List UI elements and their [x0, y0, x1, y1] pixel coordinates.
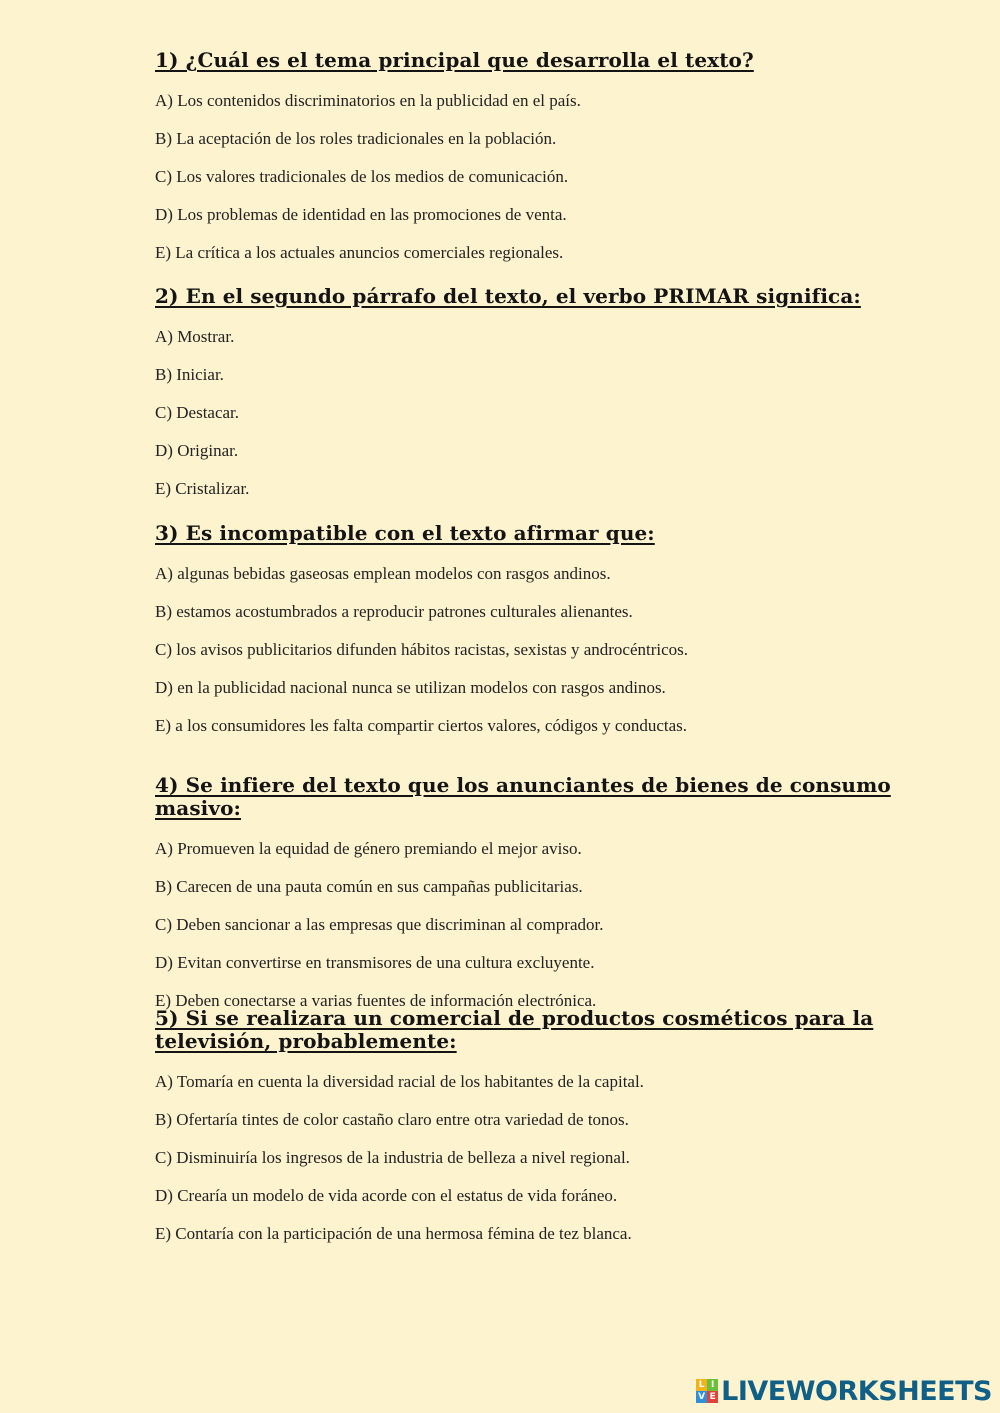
question-2-option-a[interactable]: A) Mostrar.: [155, 327, 235, 346]
question-5-options: [155, 1063, 925, 1253]
question-4-option-b[interactable]: B) Carecen de una pauta común en sus campañas publicitarias.: [155, 877, 583, 896]
logo-icon-letter-e: E: [707, 1391, 718, 1403]
question-2-option-c[interactable]: C) Destacar.: [155, 403, 240, 422]
question-1-option-b[interactable]: B) La aceptación de los roles tradicionales en la población.: [155, 129, 557, 148]
liveworksheets-logo-text: LIVEWORKSHEETS: [721, 1375, 992, 1407]
logo-icon-letter-l: L: [696, 1379, 707, 1391]
question-1: [155, 49, 925, 272]
question-3: [155, 522, 925, 745]
question-5-option-a[interactable]: A) Tomaría en cuenta la diversidad racial de los habitantes de la capital.: [155, 1072, 644, 1091]
logo-icon-letter-v: V: [696, 1391, 707, 1403]
question-5-option-d[interactable]: D) Crearía un modelo de vida acorde con el estatus de vida foráneo.: [155, 1186, 618, 1205]
question-1-options: [155, 82, 925, 272]
question-4-option-e[interactable]: E) Deben conectarse a varias fuentes de información electrónica.: [155, 991, 597, 1010]
question-2-option-b[interactable]: B) Iniciar.: [155, 365, 224, 384]
question-4-option-d[interactable]: D) Evitan convertirse en transmisores de una cultura excluyente.: [155, 953, 595, 972]
question-5-option-b[interactable]: B) Ofertaría tintes de color castaño claro entre otra variedad de tonos.: [155, 1110, 629, 1129]
question-4-option-a[interactable]: A) Promueven la equidad de género premiando el mejor aviso.: [155, 839, 582, 858]
question-1-title: 1) ¿Cuál es el tema principal que desarrolla el texto?: [155, 48, 754, 72]
question-4-title: 4) Se infiere del texto que los anunciantes de bienes de consumo masivo:: [155, 773, 891, 820]
question-1-option-c[interactable]: C) Los valores tradicionales de los medios de comunicación.: [155, 167, 569, 186]
question-3-option-e[interactable]: E) a los consumidores les falta compartir ciertos valores, códigos y conductas.: [155, 716, 688, 735]
liveworksheets-logo[interactable]: [696, 1375, 992, 1407]
question-3-option-c[interactable]: C) los avisos publicitarios difunden hábitos racistas, sexistas y androcéntricos.: [155, 640, 689, 659]
question-2-title: 2) En el segundo párrafo del texto, el verbo PRIMAR significa:: [155, 284, 861, 308]
question-4: [155, 774, 925, 1020]
question-4-options: [155, 830, 925, 1020]
question-5-option-e[interactable]: E) Contaría con la participación de una hermosa fémina de tez blanca.: [155, 1224, 632, 1243]
liveworksheets-logo-icon: [696, 1379, 718, 1403]
question-1-option-e[interactable]: E) La crítica a los actuales anuncios comerciales regionales.: [155, 243, 564, 262]
logo-icon-letter-i: I: [707, 1379, 718, 1391]
question-5-title: 5) Si se realizara un comercial de productos cosméticos para la televisión, probablemente:: [155, 1006, 874, 1053]
question-2-option-e[interactable]: E) Cristalizar.: [155, 479, 250, 498]
question-2-option-d[interactable]: D) Originar.: [155, 441, 239, 460]
question-5-option-c[interactable]: C) Disminuiría los ingresos de la industria de belleza a nivel regional.: [155, 1148, 630, 1167]
question-3-option-a[interactable]: A) algunas bebidas gaseosas emplean modelos con rasgos andinos.: [155, 564, 611, 583]
question-1-option-a[interactable]: A) Los contenidos discriminatorios en la publicidad en el país.: [155, 91, 581, 110]
question-3-option-d[interactable]: D) en la publicidad nacional nunca se utilizan modelos con rasgos andinos.: [155, 678, 666, 697]
question-5: [155, 1007, 925, 1253]
question-4-option-c[interactable]: C) Deben sancionar a las empresas que discriminan al comprador.: [155, 915, 604, 934]
question-3-options: [155, 555, 925, 745]
question-2: [155, 285, 925, 508]
question-3-option-b[interactable]: B) estamos acostumbrados a reproducir patrones culturales alienantes.: [155, 602, 633, 621]
question-2-options: [155, 318, 925, 508]
question-1-option-d[interactable]: D) Los problemas de identidad en las promociones de venta.: [155, 205, 567, 224]
question-3-title: 3) Es incompatible con el texto afirmar que:: [155, 521, 655, 545]
